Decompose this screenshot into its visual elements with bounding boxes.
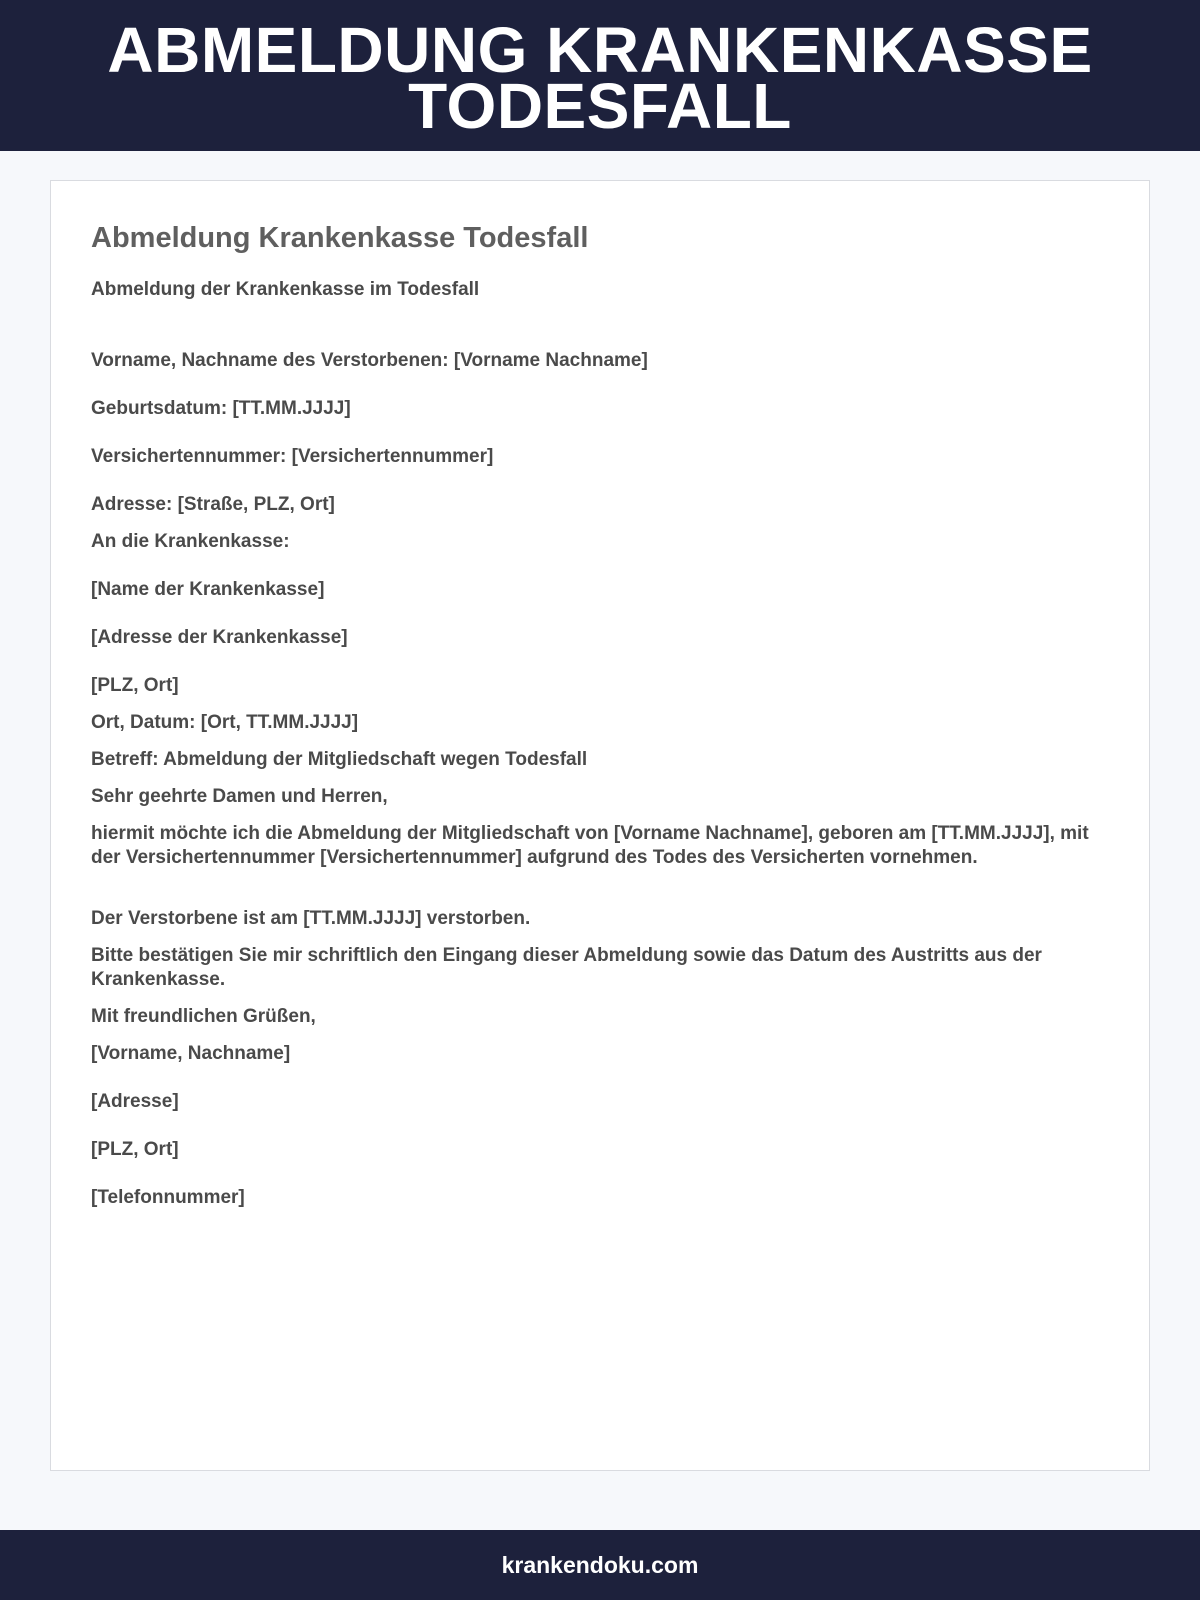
insurance-number-line: Versichertennummer: [Versichertennummer] [91,446,494,467]
deceased-name-line: Vorname, Nachname des Verstorbenen: [Vorname Nachname] [91,350,648,371]
document-title: Abmeldung Krankenkasse Todesfall [91,222,589,254]
sender-phone: [Telefonnummer] [91,1187,245,1208]
sender-city: [PLZ, Ort] [91,1139,179,1160]
closing: Mit freundlichen Grüßen, [91,1006,316,1027]
place-date-line: Ort, Datum: [Ort, TT.MM.JJJJ] [91,712,359,733]
subject-line: Betreff: Abmeldung der Mitgliedschaft wegen Todesfall [91,749,588,770]
salutation: Sehr geehrte Damen und Herren, [91,786,388,807]
sender-name: [Vorname, Nachname] [91,1043,291,1064]
recipient-city: [PLZ, Ort] [91,675,179,696]
sender-address: [Adresse] [91,1091,179,1112]
recipient-name: [Name der Krankenkasse] [91,579,325,600]
body-paragraph-3: Bitte bestätigen Sie mir schriftlich den Eingang dieser Abmeldung sowie das Datum des Austritts aus der Krankenkasse. [91,945,1042,990]
document-card [50,180,1150,1471]
birth-date-line: Geburtsdatum: [TT.MM.JJJJ] [91,398,351,419]
recipient-label: An die Krankenkasse: [91,531,290,552]
body-paragraph-2: Der Verstorbene ist am [TT.MM.JJJJ] verstorben. [91,908,531,929]
footer-bar [0,1530,1200,1600]
header-banner [0,0,1200,151]
footer-site-name: krankendoku.com [501,1551,699,1578]
document-subtitle: Abmeldung der Krankenkasse im Todesfall [91,279,480,300]
recipient-address: [Adresse der Krankenkasse] [91,627,348,648]
page-title: ABMELDUNG KRANKENKASSE TODESFALL [107,13,1093,142]
address-line: Adresse: [Straße, PLZ, Ort] [91,494,335,515]
body-paragraph-1: hiermit möchte ich die Abmeldung der Mitgliedschaft von [Vorname Nachname], geboren am [TT.MM.JJJJ], mit der Versichertennummer [Versichertennummer] aufgrund des Todes des Versicherten vornehmen. [91,823,1089,868]
